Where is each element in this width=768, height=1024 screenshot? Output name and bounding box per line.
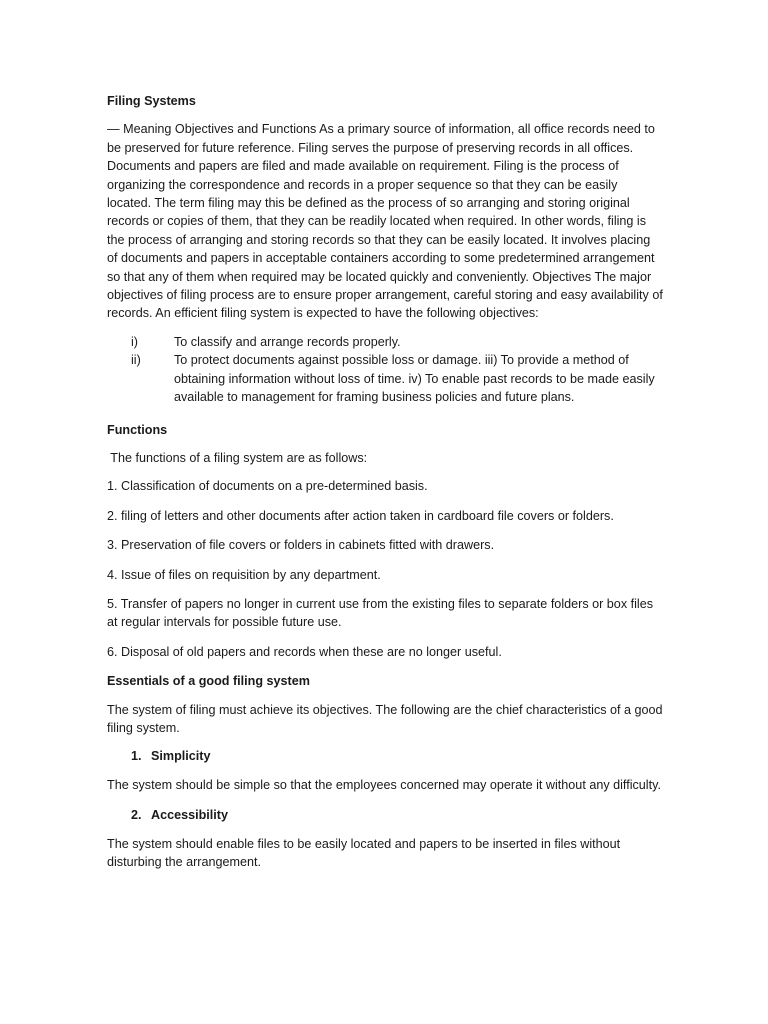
functions-heading: Functions (107, 422, 168, 437)
list-item: 1. Classification of documents on a pre-determined basis. (107, 479, 428, 494)
list-item: 4. Issue of files on requisition by any department. (107, 567, 381, 582)
list-item-text: To protect documents against possible loss or damage. iii) To provide a method of obtaining information without loss of time. iv) To enable past records to be made easily available to management for framing business policies and future plans. (174, 353, 655, 405)
list-marker: i) (131, 334, 138, 349)
essential-heading-simplicity (107, 747, 663, 765)
essentials-heading: Essentials of a good filing system (107, 674, 310, 689)
objectives-list (107, 333, 663, 407)
essential-title: Accessibility (151, 808, 229, 823)
essential-text-simplicity: The system should be simple so that the employees concerned may operate it without any difficulty. (107, 777, 661, 792)
document-title: Filing Systems (107, 94, 196, 108)
intro-paragraph: — Meaning Objectives and Functions As a primary source of information, all office records need to be preserved for future reference. Filing serves the purpose of preserving records in all offices. Documents and papers are filed and made available on requirement. Filing is the process of organizing the correspondence and records in a proper sequence so that they can be easily located. The term filing may this be defined as the process of so arranging and storing original records or copies of them, that they can be readily located when required. In other words, filing is the process of arranging and storing records so that they can be easily located. It involves placing of documents and papers in acceptable containers according to some predetermined arrangement so that any of them when required may be located quickly and conveniently. Objectives The major objectives of filing process are to ensure proper arrangement, careful storing and easy availability of records. An efficient filing system is expected to have the following objectives: (107, 122, 663, 321)
essentials-intro: The system of filing must achieve its objectives. The following are the chief characteristics of a good filing system. (107, 702, 663, 735)
functions-intro: The functions of a filing system are as follows: (107, 450, 368, 465)
list-item: 2. filing of letters and other documents after action taken in cardboard file covers or folders. (107, 508, 614, 523)
essential-heading-accessibility (107, 806, 663, 824)
list-item: 6. Disposal of old papers and records when these are no longer useful. (107, 644, 502, 659)
document-page (107, 92, 663, 881)
list-item: 5. Transfer of papers no longer in current use from the existing files to separate folders or box files at regular intervals for possible future use. (107, 596, 654, 630)
list-marker: 2. (131, 808, 142, 823)
list-item: 3. Preservation of file covers or folders in cabinets fitted with drawers. (107, 538, 495, 553)
essential-text-accessibility: The system should enable files to be easily located and papers to be inserted in files without disturbing the arrangement. (107, 836, 621, 869)
functions-list (107, 477, 663, 661)
essential-title: Simplicity (151, 749, 211, 764)
list-item (107, 351, 663, 406)
list-marker: 1. (131, 749, 142, 764)
list-marker: ii) (131, 353, 141, 368)
list-item-text: To classify and arrange records properly. (174, 334, 401, 349)
list-item (107, 333, 663, 351)
